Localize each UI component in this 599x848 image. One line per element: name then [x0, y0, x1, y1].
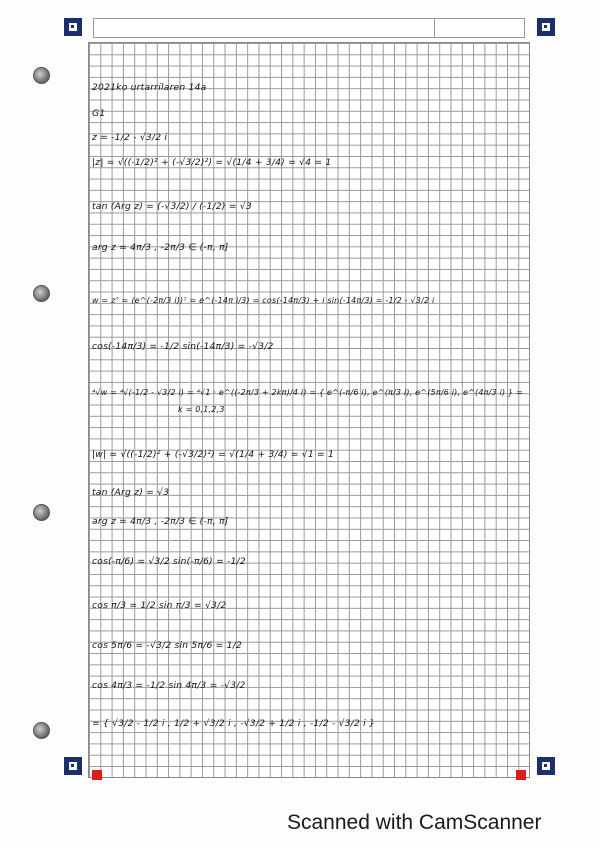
line-k-values: k = 0,1,2,3	[178, 405, 225, 414]
page-date: 2021ko urtarrilaren 14a	[92, 82, 207, 93]
corner-marker-top-left	[64, 18, 82, 36]
camscanner-watermark: Scanned with CamScanner	[287, 811, 542, 834]
line-cos-sin-3: cos 5π/6 = -√3/2 sin 5π/6 = 1/2	[92, 640, 243, 651]
corner-marker-top-right	[537, 18, 555, 36]
binder-hole-2	[33, 285, 50, 302]
red-square-right	[516, 770, 526, 780]
line-cos-sin-2: cos π/3 = 1/2 sin π/3 = √3/2	[92, 600, 227, 611]
graph-paper-grid	[88, 42, 530, 778]
line-cos-sin-w: cos(-14π/3) = -1/2 sin(-14π/3) = -√3/2	[92, 341, 274, 352]
line-tan-arg: tan (Arg z) = (-√3/2) / (-1/2) = √3	[92, 201, 252, 212]
line-arg-z: arg z = 4π/3 , -2π/3 ∈ (-π, π]	[92, 242, 229, 253]
corner-marker-bottom-right	[537, 757, 555, 775]
binder-hole-3	[33, 504, 50, 521]
problem-label: G1	[92, 108, 106, 119]
header-box-divider	[434, 19, 435, 37]
line-cos-sin-1: cos(-π/6) = √3/2 sin(-π/6) = -1/2	[92, 556, 246, 567]
line-arg-z-2: arg z = 4π/3 , -2π/3 ∈ (-π, π]	[92, 516, 229, 527]
line-tan-arg-2: tan (Arg z) = √3	[92, 487, 170, 498]
line-mod-w: |w| = √((-1/2)² + (-√3/2)²) = √(1/4 + 3/4) = √1 = 1	[92, 449, 335, 460]
corner-marker-bottom-left	[64, 757, 82, 775]
header-box	[93, 18, 525, 38]
line-mod-z: |z| = √((-1/2)² + (-√3/2)²) = √(1/4 + 3/4) = √4 = 1	[92, 157, 332, 168]
binder-hole-1	[33, 67, 50, 84]
red-square-left	[92, 770, 102, 780]
binder-hole-4	[33, 722, 50, 739]
line-fourth-root: ⁴√w = ⁴√(-1/2 - √3/2 i) = ⁴√1 · e^((-2π/3 + 2kπ)/4 i) = { e^(-π/6 i), e^(π/3 i), e^(5π/6 i), e^(4π/3 i) } =	[92, 388, 523, 397]
line-cos-sin-4: cos 4π/3 = -1/2 sin 4π/3 = -√3/2	[92, 680, 246, 691]
line-w: w = z⁷ = (e^(-2π/3 i))⁷ = e^(-14π i/3) = cos(-14π/3) + i sin(-14π/3) = -1/2 - √3/2 i	[92, 296, 435, 305]
line-final-set: = { √3/2 - 1/2 i , 1/2 + √3/2 i , -√3/2 + 1/2 i , -1/2 - √3/2 i }	[92, 718, 376, 729]
line-z: z = -1/2 - √3/2 i	[92, 132, 168, 143]
